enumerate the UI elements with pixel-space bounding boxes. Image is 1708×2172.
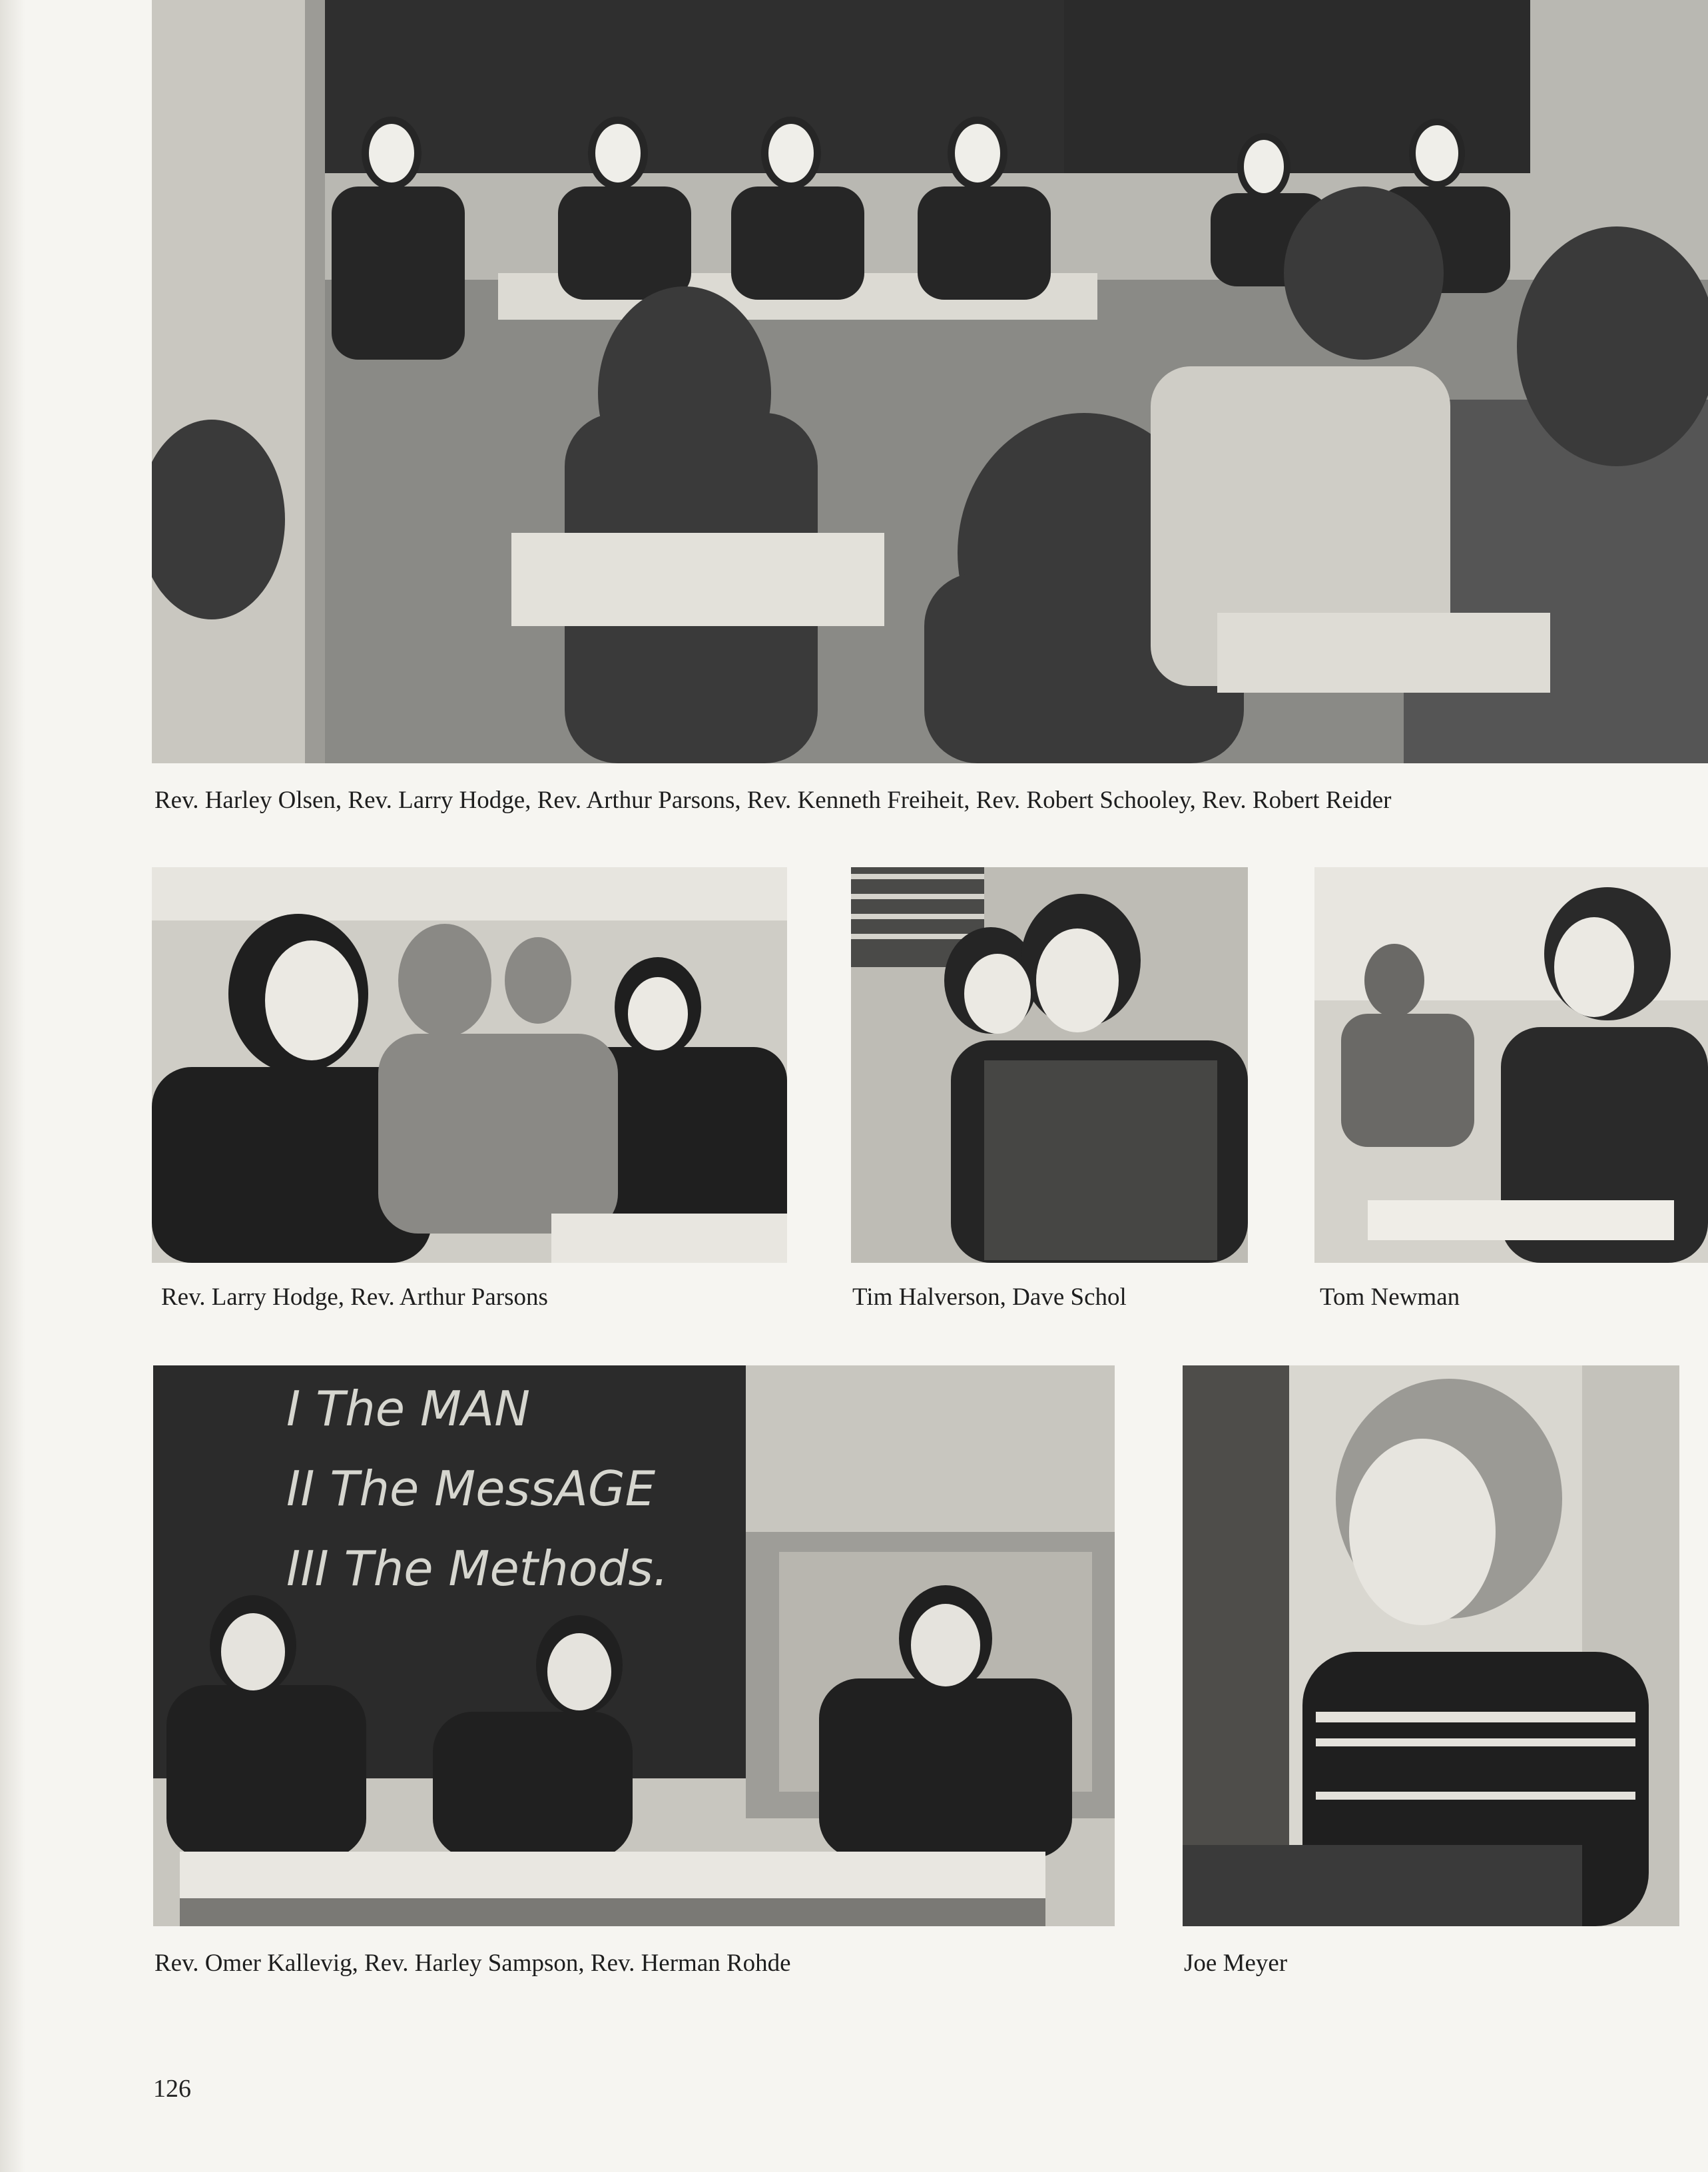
page-number: 126 <box>153 2075 191 2103</box>
chalkboard-line-1: I The MAN <box>286 1381 531 1437</box>
middle-right-caption: Tom Newman <box>1320 1283 1460 1311</box>
bottom-right-caption: Joe Meyer <box>1184 1950 1288 1977</box>
chalkboard-panel-photo <box>153 1365 1115 1926</box>
middle-center-caption: Tim Halverson, Dave Schol <box>852 1283 1127 1311</box>
bottom-left-caption: Rev. Omer Kallevig, Rev. Harley Sampson, Rev. Herman Rohde <box>154 1950 791 1977</box>
halverson-schol-photo <box>851 867 1248 1263</box>
panel-discussion-photo <box>152 0 1708 763</box>
top-photo-caption: Rev. Harley Olsen, Rev. Larry Hodge, Rev. Arthur Parsons, Rev. Kenneth Freiheit, Rev. Robert Schooley, Rev. Robert Reider <box>154 787 1392 814</box>
page-binding-shadow <box>0 0 25 2172</box>
chalkboard-line-2: II The MessAGE <box>286 1461 656 1517</box>
hodge-parsons-photo <box>152 867 787 1263</box>
chalkboard-line-3: III The Methods. <box>286 1541 669 1597</box>
newman-photo <box>1314 867 1708 1263</box>
middle-left-caption: Rev. Larry Hodge, Rev. Arthur Parsons <box>161 1283 548 1311</box>
meyer-photo <box>1183 1365 1679 1926</box>
